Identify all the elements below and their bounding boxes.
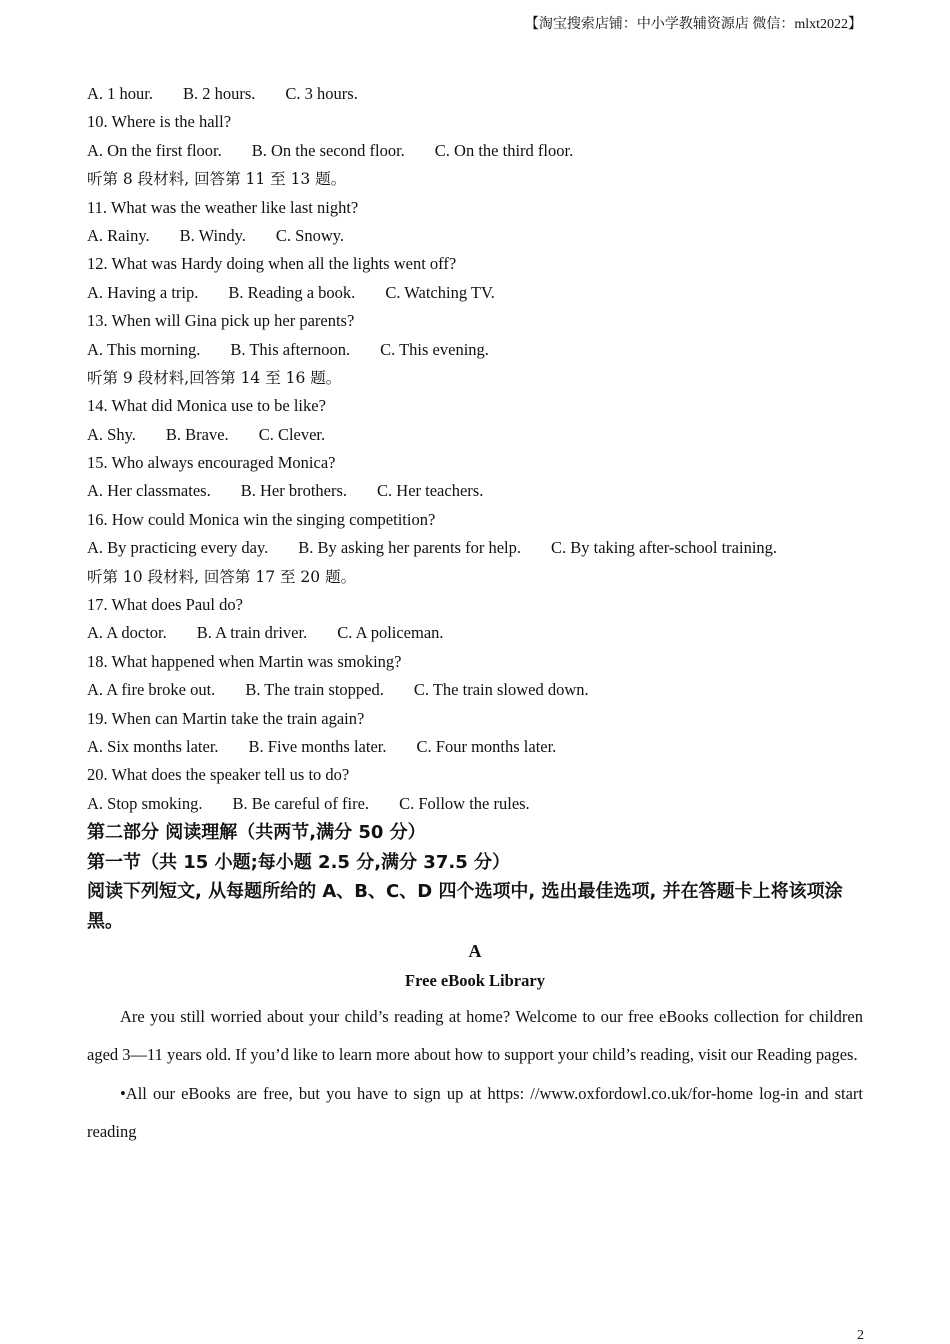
answer-options	[87, 676, 863, 704]
answer-option: A. Having a trip.	[87, 282, 199, 302]
question-text: 16. How could Monica win the singing competition?	[87, 509, 436, 529]
answer-option: A. On the first floor.	[87, 140, 222, 160]
question-text: 17. What does Paul do?	[87, 595, 243, 615]
section-instruction: 听第 10 段材料, 回答第 17 至 20 题。	[87, 567, 357, 586]
passage-letter: A	[468, 941, 482, 962]
passage-paragraph-1: Are you still worried about your child’s reading at home? Welcome to our free eBooks collection for children aged 3—11 years old. If you’d like to learn more about how to support your child’s reading, visit our Reading pages.	[87, 1007, 863, 1064]
answer-option: B. Be careful of fire.	[232, 793, 370, 813]
answer-option: C. A policeman.	[337, 623, 444, 643]
answer-option: C. 3 hours.	[285, 84, 358, 103]
answer-option: B. 2 hours.	[183, 84, 256, 103]
answer-options	[87, 733, 863, 761]
passage-paragraph-2: •All our eBooks are free, but you have to sign up at https: //www.oxfordowl.co.uk/for-home log-in and start reading	[87, 1084, 863, 1141]
answer-option: B. A train driver.	[196, 623, 308, 643]
answer-option: A. A doctor.	[87, 623, 167, 643]
answer-option: A. By practicing every day.	[87, 538, 269, 558]
answer-option: B. Reading a book.	[228, 282, 356, 302]
section-instruction: 听第 8 段材料, 回答第 11 至 13 题。	[87, 170, 347, 189]
document-body	[87, 80, 863, 1150]
answer-option: B. Five months later.	[248, 736, 387, 756]
answer-option: A. This morning.	[87, 339, 201, 359]
section-title: 第一节（共 15 小题;每小题 2.5 分,满分 37.5 分）	[87, 851, 510, 873]
question-text: 20. What does the speaker tell us to do?	[87, 765, 350, 785]
answer-option: B. On the second floor.	[251, 140, 405, 160]
answer-option: A. Six months later.	[87, 736, 219, 756]
question-text: 18. What happened when Martin was smoking?	[87, 651, 402, 671]
answer-options	[87, 534, 863, 562]
page-header: 【淘宝搜索店铺：中小学教辅资源店 微信：mlxt2022】	[524, 17, 862, 32]
answer-option: C. This evening.	[380, 339, 489, 359]
question-text: 11. What was the weather like last night?	[87, 197, 359, 217]
part-title: 第二部分 阅读理解（共两节,满分 50 分）	[87, 822, 426, 844]
answer-option: B. This afternoon.	[230, 339, 351, 359]
question-text: 15. Who always encouraged Monica?	[87, 453, 336, 473]
answer-options	[87, 80, 863, 108]
answer-option: C. The train slowed down.	[413, 680, 589, 700]
answer-option: C. Clever.	[258, 424, 326, 444]
listening-questions	[87, 80, 863, 818]
answer-options	[87, 619, 863, 647]
answer-option: B. Brave.	[165, 424, 229, 444]
answer-options	[87, 421, 863, 449]
answer-option: B. By asking her parents for help.	[298, 538, 521, 558]
answer-option: B. Her brothers.	[240, 481, 348, 501]
answer-option: A. Rainy.	[87, 225, 150, 245]
reading-instructions: 阅读下列短文, 从每题所给的 A、B、C、D 四个选项中, 选出最佳选项, 并在答题卡上将该项涂黑。	[87, 881, 843, 932]
answer-option: A. Shy.	[87, 424, 136, 444]
answer-option: C. Four months later.	[416, 736, 557, 756]
answer-option: A. Stop smoking.	[87, 793, 203, 813]
answer-option: C. Her teachers.	[377, 481, 484, 501]
answer-options	[87, 137, 863, 165]
answer-options	[87, 790, 863, 818]
answer-option: C. Follow the rules.	[399, 793, 530, 813]
answer-option: A. 1 hour.	[87, 84, 153, 103]
passage-title: Free eBook Library	[405, 971, 545, 991]
answer-options	[87, 336, 863, 364]
answer-options	[87, 279, 863, 307]
answer-options	[87, 222, 863, 250]
page-number: 2	[857, 1328, 864, 1343]
question-text: 10. Where is the hall?	[87, 112, 232, 132]
answer-option: C. On the third floor.	[434, 140, 574, 160]
question-text: 12. What was Hardy doing when all the lights went off?	[87, 254, 457, 274]
answer-option: C. By taking after-school training.	[551, 538, 778, 558]
question-text: 13. When will Gina pick up her parents?	[87, 311, 355, 331]
question-text: 19. When can Martin take the train again?	[87, 708, 365, 728]
answer-option: A. A fire broke out.	[87, 680, 216, 700]
answer-option: B. The train stopped.	[245, 680, 384, 700]
answer-option: C. Snowy.	[275, 225, 345, 245]
answer-option: C. Watching TV.	[385, 282, 495, 302]
answer-option: A. Her classmates.	[87, 481, 211, 501]
answer-options	[87, 477, 863, 505]
answer-option: B. Windy.	[179, 225, 246, 245]
question-text: 14. What did Monica use to be like?	[87, 396, 326, 416]
section-instruction: 听第 9 段材料,回答第 14 至 16 题。	[87, 368, 342, 387]
